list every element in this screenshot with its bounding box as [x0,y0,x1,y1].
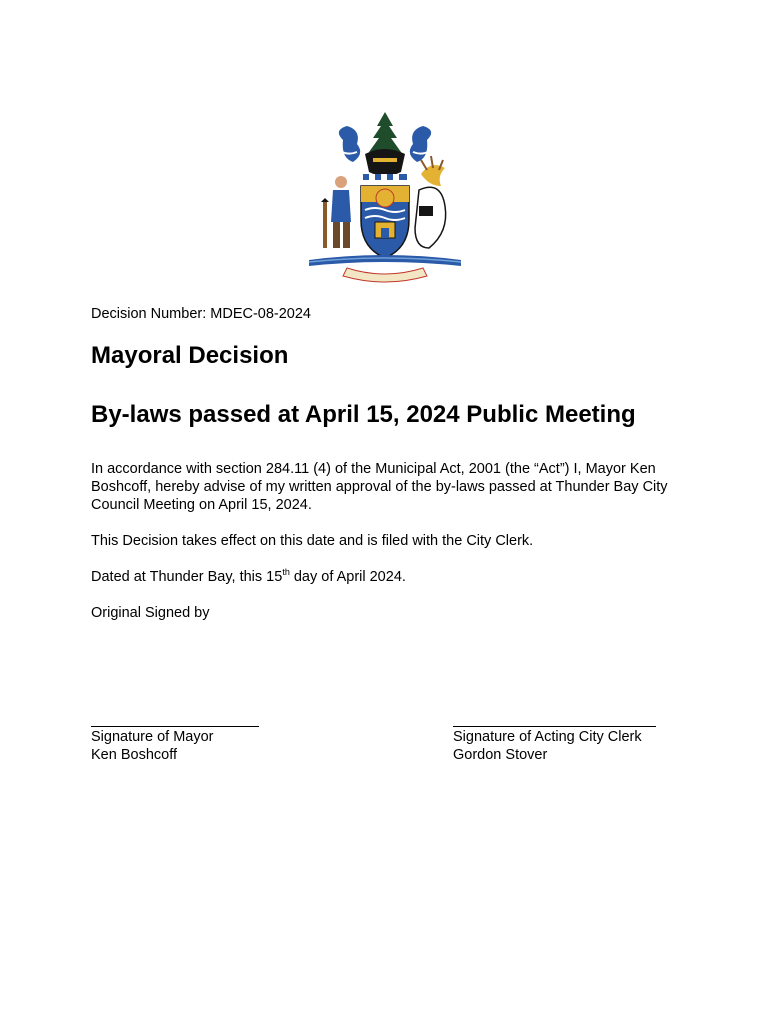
decision-number: Decision Number: MDEC-08-2024 [91,306,311,322]
dated-ordinal-suffix: th [282,567,290,577]
clerk-name: Gordon Stover [453,747,548,763]
dated-text-after: day of April 2024. [289,569,406,585]
dated-text-before: Dated at Thunder Bay, this 15 [91,569,283,585]
clerk-signature-block [453,728,642,764]
approval-paragraph: In accordance with section 284.11 (4) of the Municipal Act, 2001 (the “Act”) I, Mayor Ken Boshcoff, hereby advise of my written approval of the by-laws passed at Thunder Bay City Council Meeting on April 15, 2024. [91,461,668,513]
dated-paragraph [91,568,406,586]
page-subtitle: By-laws passed at April 15, 2024 Public Meeting [91,401,636,428]
mayor-signature-title: Signature of Mayor [91,729,214,745]
clerk-signature-line [453,726,656,727]
original-signed-note: Original Signed by [91,605,210,621]
clerk-signature-title: Signature of Acting City Clerk [453,729,642,745]
mayor-signature-line [91,726,259,727]
mayor-signature-block [91,728,214,764]
mayor-name: Ken Boshcoff [91,747,177,763]
page-title: Mayoral Decision [91,342,289,369]
city-coat-of-arms-icon [303,110,467,286]
effective-date-paragraph: This Decision takes effect on this date and is filed with the City Clerk. [91,533,534,549]
